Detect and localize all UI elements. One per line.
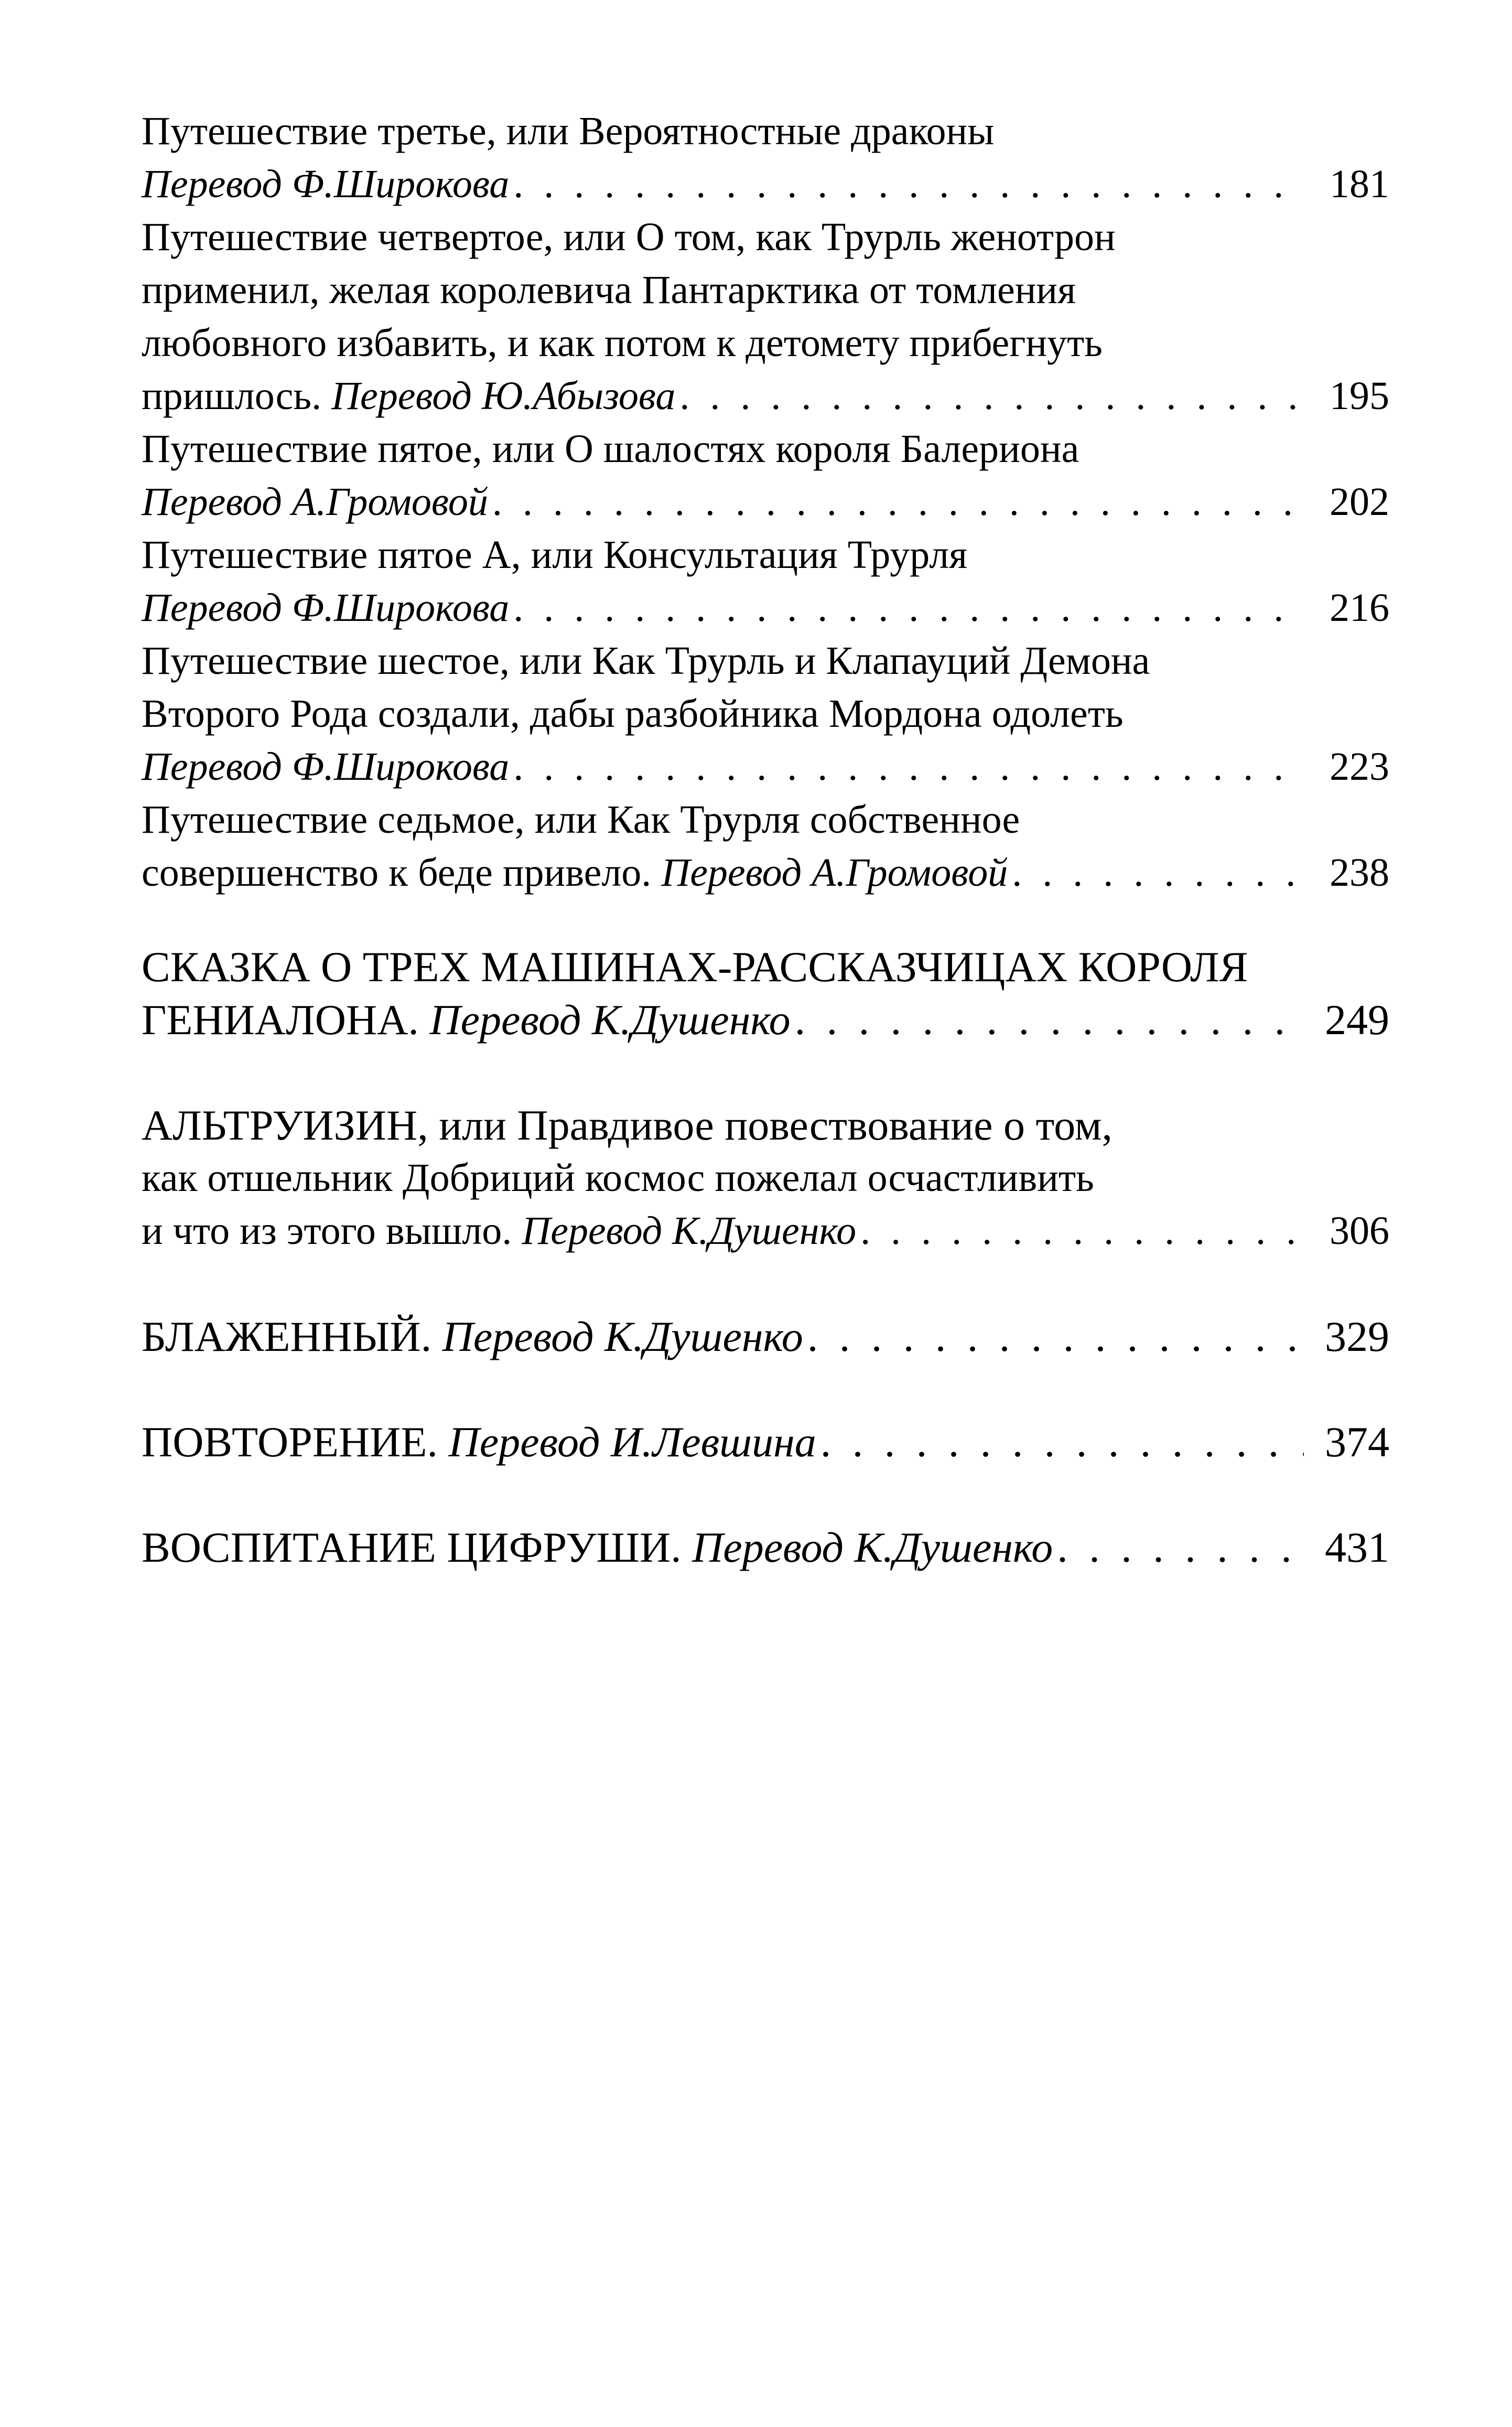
toc-entry — [142, 529, 1389, 635]
toc-entry — [142, 1415, 1389, 1468]
entry-page-number: 195 — [1330, 374, 1389, 418]
entry-page-number: 374 — [1325, 1418, 1389, 1466]
dot-leader — [1008, 846, 1305, 899]
entry-translator: Перевод Ф.Широкова — [142, 586, 510, 630]
dot-leader — [509, 740, 1305, 793]
toc-entry — [142, 1521, 1389, 1574]
entry-title-line: СКАЗКА О ТРЕХ МАШИНАХ-РАССКАЗЧИЦАХ КОРОЛЯ — [142, 943, 1248, 991]
entry-title-line: Путешествие пятое А, или Консультация Трурля — [142, 533, 968, 577]
entry-title-line: БЛАЖЕННЫЙ. — [142, 1313, 432, 1360]
entry-page-number: 306 — [1330, 1209, 1389, 1253]
entry-translator: Перевод И.Левшина — [448, 1418, 816, 1466]
dot-leader — [816, 1415, 1304, 1468]
entry-title-line: как отшельник Добриций космос пожелал осчастливить — [142, 1156, 1094, 1200]
entry-title-line: Путешествие третье, или Вероятностные драконы — [142, 109, 995, 153]
toc-entry — [142, 1099, 1389, 1258]
dot-leader — [1053, 1521, 1304, 1574]
entry-title-line: ВОСПИТАНИЕ ЦИФРУШИ. — [142, 1523, 682, 1571]
toc-entry — [142, 793, 1389, 899]
dot-leader — [803, 1310, 1304, 1363]
toc-entry — [142, 940, 1389, 1046]
entry-title-line: любовного избавить, и как потом к детомету прибегнуть — [142, 321, 1103, 365]
entry-title-line: ГЕНИАЛОНА. — [142, 996, 419, 1044]
entry-page-number: 202 — [1330, 480, 1389, 524]
entry-title-line: Путешествие пятое, или О шалостях короля Балериона — [142, 427, 1079, 471]
entry-title-line: Путешествие шестое, или Как Трурль и Клапауций Демона — [142, 639, 1150, 683]
entry-translator: Перевод Ф.Широкова — [142, 745, 510, 789]
entry-title-line: Путешествие четвертое, или О том, как Трурль женотрон — [142, 215, 1116, 259]
toc-entry — [142, 211, 1389, 423]
entry-title-line: АЛЬТРУИЗИН, или Правдивое повествование о том, — [142, 1101, 1113, 1149]
entry-page-number: 216 — [1330, 586, 1389, 630]
toc-entry — [142, 1310, 1389, 1363]
entry-page-number: 329 — [1325, 1313, 1389, 1360]
entry-title-line: применил, желая королевича Пантарктика от томления — [142, 268, 1076, 312]
entry-title-line: Путешествие седьмое, или Как Трурля собственное — [142, 798, 1020, 842]
dot-leader — [675, 370, 1305, 423]
toc-entry — [142, 635, 1389, 793]
table-of-contents — [142, 105, 1389, 1574]
entry-translator: Перевод Ю.Абызова — [331, 374, 676, 418]
entry-page-number: 223 — [1330, 745, 1389, 789]
dot-leader — [791, 993, 1304, 1046]
entry-title-line: совершенство к беде привело. — [142, 851, 652, 895]
entry-translator: Перевод К.Душенко — [692, 1523, 1053, 1571]
entry-translator: Перевод К.Душенко — [442, 1313, 803, 1360]
entry-translator: Перевод А.Громовой — [142, 480, 488, 524]
dot-leader — [509, 158, 1305, 211]
entry-title-line: Второго Рода создали, дабы разбойника Мордона одолеть — [142, 692, 1124, 736]
entry-title-line: пришлось. — [142, 374, 322, 418]
entry-page-number: 181 — [1330, 162, 1389, 206]
dot-leader — [488, 476, 1305, 529]
entry-page-number: 238 — [1330, 851, 1389, 895]
entry-translator: Перевод Ф.Широкова — [142, 162, 510, 206]
toc-entry — [142, 105, 1389, 211]
dot-leader — [856, 1205, 1305, 1258]
entry-title-line: ПОВТОРЕНИЕ. — [142, 1418, 438, 1466]
toc-entry — [142, 423, 1389, 529]
entry-translator: Перевод К.Душенко — [522, 1209, 857, 1253]
dot-leader — [509, 582, 1305, 635]
entry-translator: Перевод К.Душенко — [429, 996, 791, 1044]
entry-page-number: 431 — [1325, 1523, 1389, 1571]
entry-title-line: и что из этого вышло. — [142, 1209, 512, 1253]
entry-page-number: 249 — [1325, 996, 1389, 1044]
entry-translator: Перевод А.Громовой — [661, 851, 1008, 895]
